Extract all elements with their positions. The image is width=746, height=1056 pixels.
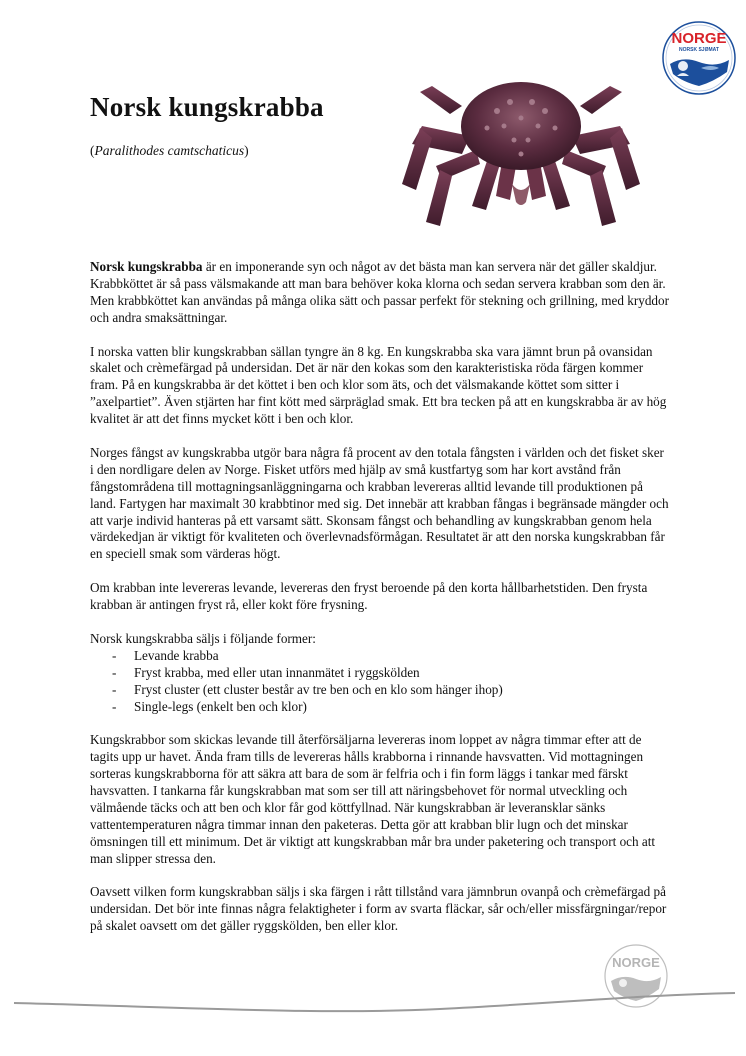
product-forms-list: [90, 648, 670, 716]
paragraph-live-delivery: Kungskrabbor som skickas levande till återförsäljarna levereras inom loppet av några timmar efter att de tagits upp ur havet. Ända fram tills de levereras hålls krabborna i rinnande havsvatten. Vid mottagningen sorteras kungskrabborna för att säkra att bara de som är felfria och i fin form läggs i tankar med färskt havsvatten. I tankarna får kungskrabban mat som ser till att näringsbehovet för normal utveckling och välmående täcks och att ben och klor får god köttfyllnad. När kungskrabban är leveransklar sänks vattentemperaturen några timmar innan den paketeras. Detta gör att krabban blir lugn och det minskar ömsningen till ett minimum. Det är viktigt att kungskrabban mår bra under paketering och transport och att man slipper stressa den.: [90, 732, 656, 866]
footer-wave-line: [0, 985, 746, 1025]
list-item: - Levande krabba: [90, 648, 670, 665]
scientific-name: (Paralithodes camtschaticus): [90, 143, 249, 158]
king-crab-photo: [392, 66, 650, 238]
paragraph-fishing: Norges fångst av kungskrabba utgör bara några få procent av den totala fångsten i världen och det fisket sker i den nordligare delen av Norge. Fisket utförs med hjälp av små kustfartyg som har kort avstånd från fångstområdena till mottagningsanläggningarna och krabban levereras alltid levande till produktionen på land. Fartygen har maximalt 30 krabbtinor med sig. Det innebär att krabban fångas i begränsade mängder och att varje individ hanteras på ett varsamt sätt. Skonsam fångst och behandling av kungskrabban genom hela värdekedjan är viktigt för kvaliteten och överlevnadsförmågan. Resultatet är att den norska kungskrabban får en speciell smak som värderas högt.: [90, 444, 669, 562]
article-body: [90, 259, 670, 952]
page-title: Norsk kungskrabba: [90, 92, 324, 122]
svg-text:NORGE: NORGE: [671, 30, 727, 47]
list-item: - Fryst cluster (ett cluster består av tre ben och en klo som hänger ihop): [90, 682, 670, 699]
paragraph-size-quality: I norska vatten blir kungskrabban sällan tyngre än 8 kg. En kungskrabba ska vara jämnt brun på ovansidan skalet och crèmefärgad på undersidan. Det är när den kokas som den karakteristiska röda färgen kommer fram. På en kungskrabba är det köttet i ben och klor som äts, och det välsmakande köttet som sitter i ”axelpartiet”. Även stjärten har fint kött med särpräglad smak. Ett bra tecken på att en kungskrabba är av hög kvalitet är att det finns mycket kött i ben och klor.: [90, 343, 667, 427]
paragraph-frozen: Om krabban inte levereras levande, levereras den fryst beroende på den korta hållbarhetstiden. Den frysta krabban är antingen fryst rå, eller kokt före frysning.: [90, 580, 648, 613]
paragraph-quality-check: Oavsett vilken form kungskrabban säljs i ska färgen i rått tillstånd vara jämnbrun ovanpå och crèmefärgad på undersidan. Det bör inte finnas några felaktigheter i form av svarta fläckar, sår och/eller missfärgningar/repor på skalet oavsett om det gäller ryggskölden, ben eller klor.: [90, 884, 667, 934]
list-item: - Single-legs (enkelt ben och klor): [90, 699, 670, 716]
norge-seafood-logo: [661, 20, 737, 96]
svg-text:NORSK SJØMAT: NORSK SJØMAT: [679, 47, 719, 53]
intro-paragraph: Norsk kungskrabba är en imponerande syn och något av det bästa man kan servera när det gäller skaldjur. Krabbköttet är så pass välsmakande att man bara behöver koka klorna och sedan servera krabban som den är. Men krabbköttet kan användas på många olika sätt och passar perfekt för stekning och grillning, med kryddor och andra smaksättningar.: [90, 259, 669, 325]
list-item: - Fryst krabba, med eller utan innanmätet i ryggskölden: [90, 665, 670, 682]
list-intro: Norsk kungskrabba säljs i följande former:: [90, 630, 316, 646]
svg-text:NORGE: NORGE: [612, 955, 660, 970]
